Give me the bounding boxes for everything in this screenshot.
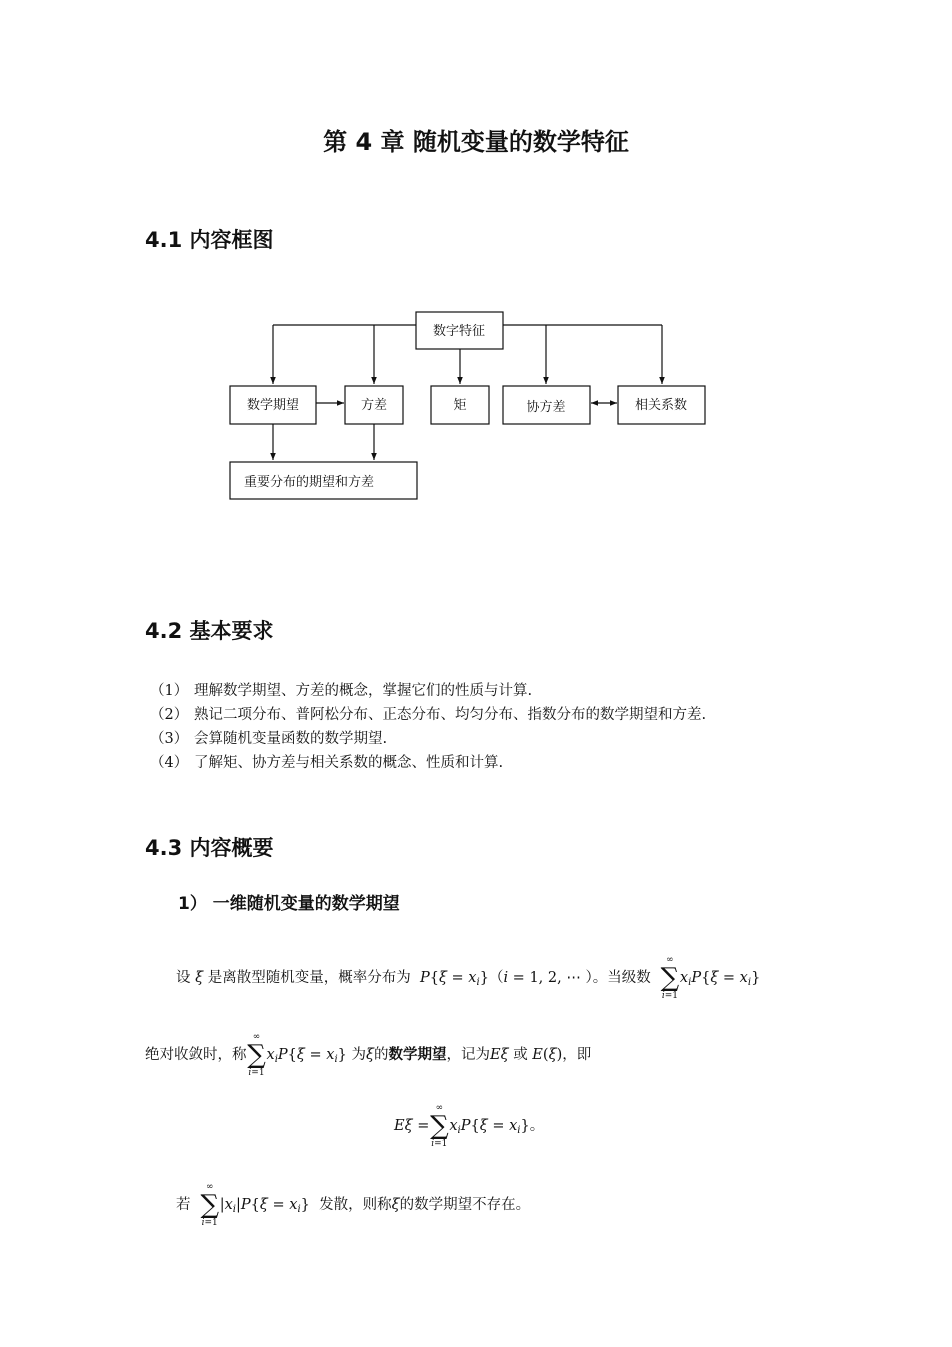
definition-paragraph-3: 若 ∞ ∑ i=1 $|x_i|P\{\xi = x_i\}$ 发散，则称ξ的数学期望不存在。 <box>176 1182 531 1228</box>
content-diagram <box>0 300 952 510</box>
requirement-item: （2） 熟记二项分布、普阿松分布、正态分布、均匀分布、指数分布的数学期望和方差. <box>150 707 707 723</box>
node-important: 重要分布的期望和方差 <box>244 475 375 490</box>
node-moment: 矩 <box>453 398 467 413</box>
sum-symbol: ∞ ∑ i=1 <box>247 1032 266 1078</box>
expectation-formula: Eξ = ∞ ∑ i=1 $x_iP\{\xi = x_i\}$。 <box>394 1103 545 1149</box>
bold-term: 数学期望 <box>388 1047 447 1063</box>
node-variance: 方差 <box>360 398 388 413</box>
section-heading-4-1: 4.1 内容框图 <box>145 228 274 252</box>
chapter-title: 第 4 章 随机变量的数学特征 <box>323 128 629 156</box>
section-heading-4-2: 4.2 基本要求 <box>145 619 274 643</box>
sum-symbol: ∞ ∑ i=1 <box>660 955 680 1001</box>
probability-formula: $P\{\xi = x_i\}$ <box>419 970 489 988</box>
requirement-item: （1） 理解数学期望、方差的概念，掌握它们的性质与计算. <box>150 683 533 699</box>
node-expectation: 数学期望 <box>246 398 300 413</box>
node-root: 数字特征 <box>432 324 486 339</box>
subsection-heading: 1） 一维随机变量的数学期望 <box>178 894 400 914</box>
node-covariance: 协方差 <box>526 400 566 415</box>
definition-paragraph-1: 设 ξ 是离散型随机变量，概率分布为 $P\{\xi = x_i\}(i = 1$, 2, ⋯ ）。当级数 ∞ ∑ i=1 $x_iP\{\xi = x_i\}$ <box>176 955 761 1001</box>
node-correlation: 相关系数 <box>634 398 688 413</box>
definition-paragraph-2: 绝对收敛时，称 ∞ ∑ i=1 $x_iP\{\xi = x_i\}$ 为ξ的数学期望，记为Eξ 或 E(ξ)，即 <box>145 1032 592 1078</box>
requirement-item: （3） 会算随机变量函数的数学期望. <box>150 731 388 747</box>
requirement-item: （4） 了解矩、协方差与相关系数的概念、性质和计算. <box>150 755 504 771</box>
section-heading-4-3: 4.3 内容概要 <box>145 836 274 860</box>
